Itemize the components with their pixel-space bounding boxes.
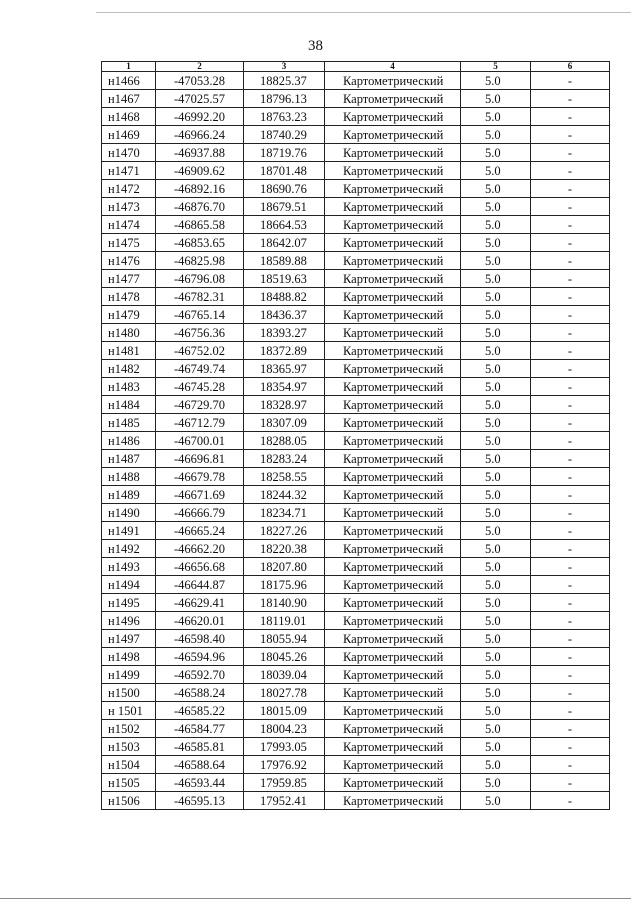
point-id-cell: н1477: [102, 270, 156, 288]
method-cell: Картометрический: [325, 144, 461, 162]
note-cell: -: [531, 72, 610, 90]
y-coordinate-cell: 18258.55: [244, 468, 325, 486]
accuracy-cell: 5.0: [461, 576, 531, 594]
table-row: [102, 576, 610, 594]
table-row: [102, 90, 610, 108]
y-coordinate-cell: 17993.05: [244, 738, 325, 756]
table-row: [102, 468, 610, 486]
note-cell: -: [531, 684, 610, 702]
accuracy-cell: 5.0: [461, 234, 531, 252]
note-cell: -: [531, 522, 610, 540]
accuracy-cell: 5.0: [461, 342, 531, 360]
accuracy-cell: 5.0: [461, 270, 531, 288]
point-id-cell: н1503: [102, 738, 156, 756]
accuracy-cell: 5.0: [461, 198, 531, 216]
x-coordinate-cell: -46644.87: [156, 576, 244, 594]
accuracy-cell: 5.0: [461, 792, 531, 810]
point-id-cell: н1467: [102, 90, 156, 108]
method-cell: Картометрический: [325, 576, 461, 594]
accuracy-cell: 5.0: [461, 108, 531, 126]
point-id-cell: н1491: [102, 522, 156, 540]
point-id-cell: н1474: [102, 216, 156, 234]
note-cell: -: [531, 450, 610, 468]
table-row: [102, 648, 610, 666]
point-id-cell: н1485: [102, 414, 156, 432]
accuracy-cell: 5.0: [461, 90, 531, 108]
method-cell: Картометрический: [325, 360, 461, 378]
table-row: [102, 72, 610, 90]
x-coordinate-cell: -46665.24: [156, 522, 244, 540]
point-id-cell: н1469: [102, 126, 156, 144]
point-id-cell: н1496: [102, 612, 156, 630]
point-id-cell: н1487: [102, 450, 156, 468]
x-coordinate-cell: -46752.02: [156, 342, 244, 360]
table-row: [102, 594, 610, 612]
accuracy-cell: 5.0: [461, 72, 531, 90]
point-id-cell: н1466: [102, 72, 156, 90]
point-id-cell: н1482: [102, 360, 156, 378]
method-cell: Картометрический: [325, 90, 461, 108]
x-coordinate-cell: -46865.58: [156, 216, 244, 234]
note-cell: -: [531, 90, 610, 108]
table-row: [102, 342, 610, 360]
method-cell: Картометрический: [325, 162, 461, 180]
method-cell: Картометрический: [325, 72, 461, 90]
method-cell: Картометрический: [325, 126, 461, 144]
accuracy-cell: 5.0: [461, 396, 531, 414]
point-id-cell: н1502: [102, 720, 156, 738]
point-id-cell: н1500: [102, 684, 156, 702]
method-cell: Картометрический: [325, 378, 461, 396]
note-cell: -: [531, 324, 610, 342]
x-coordinate-cell: -46909.62: [156, 162, 244, 180]
method-cell: Картометрический: [325, 252, 461, 270]
accuracy-cell: 5.0: [461, 162, 531, 180]
note-cell: -: [531, 234, 610, 252]
method-cell: Картометрический: [325, 432, 461, 450]
accuracy-cell: 5.0: [461, 540, 531, 558]
x-coordinate-cell: -46966.24: [156, 126, 244, 144]
table-row: [102, 252, 610, 270]
table-row: [102, 774, 610, 792]
table-row: [102, 684, 610, 702]
method-cell: Картометрический: [325, 396, 461, 414]
y-coordinate-cell: 18234.71: [244, 504, 325, 522]
point-id-cell: н1468: [102, 108, 156, 126]
x-coordinate-cell: -46585.81: [156, 738, 244, 756]
y-coordinate-cell: 17952.41: [244, 792, 325, 810]
method-cell: Картометрический: [325, 522, 461, 540]
y-coordinate-cell: 18288.05: [244, 432, 325, 450]
x-coordinate-cell: -47025.57: [156, 90, 244, 108]
x-coordinate-cell: -46853.65: [156, 234, 244, 252]
x-coordinate-cell: -46756.36: [156, 324, 244, 342]
note-cell: -: [531, 720, 610, 738]
accuracy-cell: 5.0: [461, 324, 531, 342]
table-row: [102, 450, 610, 468]
point-id-cell: н1495: [102, 594, 156, 612]
column-header: 5: [461, 62, 531, 72]
x-coordinate-cell: -46588.64: [156, 756, 244, 774]
column-header: 6: [531, 62, 610, 72]
method-cell: Картометрический: [325, 594, 461, 612]
x-coordinate-cell: -46745.28: [156, 378, 244, 396]
method-cell: Картометрический: [325, 774, 461, 792]
table-row: [102, 612, 610, 630]
x-coordinate-cell: -46629.41: [156, 594, 244, 612]
x-coordinate-cell: -46594.96: [156, 648, 244, 666]
column-header: 3: [244, 62, 325, 72]
coordinates-table: [101, 61, 610, 810]
accuracy-cell: 5.0: [461, 720, 531, 738]
point-id-cell: н1473: [102, 198, 156, 216]
x-coordinate-cell: -46588.24: [156, 684, 244, 702]
accuracy-cell: 5.0: [461, 594, 531, 612]
accuracy-cell: 5.0: [461, 666, 531, 684]
note-cell: -: [531, 774, 610, 792]
point-id-cell: н1480: [102, 324, 156, 342]
point-id-cell: н1488: [102, 468, 156, 486]
table-row: [102, 522, 610, 540]
y-coordinate-cell: 18519.63: [244, 270, 325, 288]
accuracy-cell: 5.0: [461, 288, 531, 306]
method-cell: Картометрический: [325, 468, 461, 486]
x-coordinate-cell: -46666.79: [156, 504, 244, 522]
table-row: [102, 756, 610, 774]
point-id-cell: н1471: [102, 162, 156, 180]
method-cell: Картометрический: [325, 630, 461, 648]
x-coordinate-cell: -46892.16: [156, 180, 244, 198]
x-coordinate-cell: -46992.20: [156, 108, 244, 126]
y-coordinate-cell: 18488.82: [244, 288, 325, 306]
note-cell: -: [531, 396, 610, 414]
table-body: [102, 72, 610, 810]
x-coordinate-cell: -46876.70: [156, 198, 244, 216]
method-cell: Картометрический: [325, 270, 461, 288]
table-row: [102, 414, 610, 432]
method-cell: Картометрический: [325, 540, 461, 558]
point-id-cell: н1479: [102, 306, 156, 324]
point-id-cell: н1506: [102, 792, 156, 810]
y-coordinate-cell: 18244.32: [244, 486, 325, 504]
y-coordinate-cell: 18207.80: [244, 558, 325, 576]
method-cell: Картометрический: [325, 666, 461, 684]
table-row: [102, 540, 610, 558]
point-id-cell: н1497: [102, 630, 156, 648]
accuracy-cell: 5.0: [461, 630, 531, 648]
note-cell: -: [531, 180, 610, 198]
table-row: [102, 234, 610, 252]
y-coordinate-cell: 18039.04: [244, 666, 325, 684]
note-cell: -: [531, 702, 610, 720]
note-cell: -: [531, 738, 610, 756]
method-cell: Картометрический: [325, 342, 461, 360]
x-coordinate-cell: -46937.88: [156, 144, 244, 162]
accuracy-cell: 5.0: [461, 702, 531, 720]
y-coordinate-cell: 18119.01: [244, 612, 325, 630]
table-row: [102, 216, 610, 234]
method-cell: Картометрический: [325, 486, 461, 504]
method-cell: Картометрический: [325, 558, 461, 576]
x-coordinate-cell: -47053.28: [156, 72, 244, 90]
accuracy-cell: 5.0: [461, 414, 531, 432]
method-cell: Картометрический: [325, 720, 461, 738]
table-row: [102, 432, 610, 450]
x-coordinate-cell: -46671.69: [156, 486, 244, 504]
page-number: 38: [308, 38, 323, 54]
x-coordinate-cell: -46662.20: [156, 540, 244, 558]
note-cell: -: [531, 126, 610, 144]
x-coordinate-cell: -46700.01: [156, 432, 244, 450]
y-coordinate-cell: 18436.37: [244, 306, 325, 324]
point-id-cell: н1505: [102, 774, 156, 792]
note-cell: -: [531, 270, 610, 288]
table-row: [102, 396, 610, 414]
y-coordinate-cell: 18679.51: [244, 198, 325, 216]
point-id-cell: н1481: [102, 342, 156, 360]
method-cell: Картометрический: [325, 756, 461, 774]
note-cell: -: [531, 414, 610, 432]
y-coordinate-cell: 17976.92: [244, 756, 325, 774]
note-cell: -: [531, 198, 610, 216]
point-id-cell: н 1501: [102, 702, 156, 720]
note-cell: -: [531, 360, 610, 378]
note-cell: -: [531, 378, 610, 396]
x-coordinate-cell: -46749.74: [156, 360, 244, 378]
table-row: [102, 378, 610, 396]
table-row: [102, 630, 610, 648]
point-id-cell: н1483: [102, 378, 156, 396]
y-coordinate-cell: 18045.26: [244, 648, 325, 666]
y-coordinate-cell: 18664.53: [244, 216, 325, 234]
accuracy-cell: 5.0: [461, 684, 531, 702]
point-id-cell: н1475: [102, 234, 156, 252]
table-row: [102, 720, 610, 738]
method-cell: Картометрический: [325, 198, 461, 216]
note-cell: -: [531, 306, 610, 324]
note-cell: -: [531, 108, 610, 126]
method-cell: Картометрический: [325, 180, 461, 198]
method-cell: Картометрический: [325, 738, 461, 756]
table-row: [102, 666, 610, 684]
point-id-cell: н1489: [102, 486, 156, 504]
y-coordinate-cell: 18055.94: [244, 630, 325, 648]
x-coordinate-cell: -46782.31: [156, 288, 244, 306]
note-cell: -: [531, 756, 610, 774]
method-cell: Картометрический: [325, 648, 461, 666]
point-id-cell: н1494: [102, 576, 156, 594]
column-header: 1: [102, 62, 156, 72]
y-coordinate-cell: 17959.85: [244, 774, 325, 792]
table-row: [102, 288, 610, 306]
top-scan-edge: [96, 12, 631, 13]
y-coordinate-cell: 18175.96: [244, 576, 325, 594]
method-cell: Картометрический: [325, 108, 461, 126]
y-coordinate-cell: 18004.23: [244, 720, 325, 738]
accuracy-cell: 5.0: [461, 648, 531, 666]
point-id-cell: н1490: [102, 504, 156, 522]
point-id-cell: н1478: [102, 288, 156, 306]
x-coordinate-cell: -46620.01: [156, 612, 244, 630]
y-coordinate-cell: 18027.78: [244, 684, 325, 702]
note-cell: -: [531, 288, 610, 306]
y-coordinate-cell: 18393.27: [244, 324, 325, 342]
accuracy-cell: 5.0: [461, 378, 531, 396]
header-row: [102, 62, 610, 72]
method-cell: Картометрический: [325, 414, 461, 432]
y-coordinate-cell: 18365.97: [244, 360, 325, 378]
point-id-cell: н1472: [102, 180, 156, 198]
column-header: 4: [325, 62, 461, 72]
note-cell: -: [531, 612, 610, 630]
x-coordinate-cell: -46592.70: [156, 666, 244, 684]
accuracy-cell: 5.0: [461, 486, 531, 504]
accuracy-cell: 5.0: [461, 468, 531, 486]
point-id-cell: н1498: [102, 648, 156, 666]
note-cell: -: [531, 504, 610, 522]
x-coordinate-cell: -46593.44: [156, 774, 244, 792]
table-row: [102, 126, 610, 144]
y-coordinate-cell: 18372.89: [244, 342, 325, 360]
method-cell: Картометрический: [325, 612, 461, 630]
y-coordinate-cell: 18701.48: [244, 162, 325, 180]
y-coordinate-cell: 18283.24: [244, 450, 325, 468]
table-row: [102, 504, 610, 522]
note-cell: -: [531, 144, 610, 162]
note-cell: -: [531, 630, 610, 648]
y-coordinate-cell: 18642.07: [244, 234, 325, 252]
x-coordinate-cell: -46598.40: [156, 630, 244, 648]
point-id-cell: н1499: [102, 666, 156, 684]
x-coordinate-cell: -46712.79: [156, 414, 244, 432]
x-coordinate-cell: -46825.98: [156, 252, 244, 270]
note-cell: -: [531, 540, 610, 558]
note-cell: -: [531, 648, 610, 666]
accuracy-cell: 5.0: [461, 738, 531, 756]
x-coordinate-cell: -46585.22: [156, 702, 244, 720]
y-coordinate-cell: 18328.97: [244, 396, 325, 414]
y-coordinate-cell: 18227.26: [244, 522, 325, 540]
x-coordinate-cell: -46765.14: [156, 306, 244, 324]
note-cell: -: [531, 486, 610, 504]
table-row: [102, 270, 610, 288]
method-cell: Картометрический: [325, 450, 461, 468]
accuracy-cell: 5.0: [461, 180, 531, 198]
method-cell: Картометрический: [325, 306, 461, 324]
table-row: [102, 162, 610, 180]
note-cell: -: [531, 432, 610, 450]
point-id-cell: н1492: [102, 540, 156, 558]
accuracy-cell: 5.0: [461, 612, 531, 630]
note-cell: -: [531, 594, 610, 612]
x-coordinate-cell: -46584.77: [156, 720, 244, 738]
method-cell: Картометрический: [325, 504, 461, 522]
note-cell: -: [531, 252, 610, 270]
x-coordinate-cell: -46656.68: [156, 558, 244, 576]
method-cell: Картометрический: [325, 792, 461, 810]
note-cell: -: [531, 792, 610, 810]
y-coordinate-cell: 18796.13: [244, 90, 325, 108]
accuracy-cell: 5.0: [461, 216, 531, 234]
table-row: [102, 702, 610, 720]
method-cell: Картометрический: [325, 324, 461, 342]
note-cell: -: [531, 216, 610, 234]
y-coordinate-cell: 18690.76: [244, 180, 325, 198]
method-cell: Картометрический: [325, 288, 461, 306]
x-coordinate-cell: -46729.70: [156, 396, 244, 414]
y-coordinate-cell: 18740.29: [244, 126, 325, 144]
method-cell: Картометрический: [325, 684, 461, 702]
accuracy-cell: 5.0: [461, 252, 531, 270]
note-cell: -: [531, 558, 610, 576]
point-id-cell: н1504: [102, 756, 156, 774]
y-coordinate-cell: 18589.88: [244, 252, 325, 270]
point-id-cell: н1493: [102, 558, 156, 576]
point-id-cell: н1470: [102, 144, 156, 162]
note-cell: -: [531, 342, 610, 360]
table-row: [102, 180, 610, 198]
y-coordinate-cell: 18220.38: [244, 540, 325, 558]
note-cell: -: [531, 468, 610, 486]
bottom-scan-edge: [0, 898, 631, 899]
method-cell: Картометрический: [325, 216, 461, 234]
point-id-cell: н1476: [102, 252, 156, 270]
x-coordinate-cell: -46696.81: [156, 450, 244, 468]
table-row: [102, 306, 610, 324]
note-cell: -: [531, 162, 610, 180]
table-row: [102, 144, 610, 162]
accuracy-cell: 5.0: [461, 504, 531, 522]
x-coordinate-cell: -46595.13: [156, 792, 244, 810]
y-coordinate-cell: 18354.97: [244, 378, 325, 396]
method-cell: Картометрический: [325, 234, 461, 252]
x-coordinate-cell: -46796.08: [156, 270, 244, 288]
accuracy-cell: 5.0: [461, 450, 531, 468]
note-cell: -: [531, 666, 610, 684]
table-row: [102, 792, 610, 810]
y-coordinate-cell: 18763.23: [244, 108, 325, 126]
x-coordinate-cell: -46679.78: [156, 468, 244, 486]
accuracy-cell: 5.0: [461, 522, 531, 540]
accuracy-cell: 5.0: [461, 756, 531, 774]
accuracy-cell: 5.0: [461, 774, 531, 792]
table-row: [102, 324, 610, 342]
accuracy-cell: 5.0: [461, 432, 531, 450]
note-cell: -: [531, 576, 610, 594]
accuracy-cell: 5.0: [461, 306, 531, 324]
y-coordinate-cell: 18825.37: [244, 72, 325, 90]
table-row: [102, 738, 610, 756]
y-coordinate-cell: 18719.76: [244, 144, 325, 162]
y-coordinate-cell: 18015.09: [244, 702, 325, 720]
method-cell: Картометрический: [325, 702, 461, 720]
y-coordinate-cell: 18307.09: [244, 414, 325, 432]
accuracy-cell: 5.0: [461, 126, 531, 144]
table-row: [102, 108, 610, 126]
table-row: [102, 558, 610, 576]
table-row: [102, 486, 610, 504]
accuracy-cell: 5.0: [461, 144, 531, 162]
table-row: [102, 198, 610, 216]
y-coordinate-cell: 18140.90: [244, 594, 325, 612]
column-header: 2: [156, 62, 244, 72]
point-id-cell: н1484: [102, 396, 156, 414]
accuracy-cell: 5.0: [461, 360, 531, 378]
accuracy-cell: 5.0: [461, 558, 531, 576]
table-row: [102, 360, 610, 378]
point-id-cell: н1486: [102, 432, 156, 450]
